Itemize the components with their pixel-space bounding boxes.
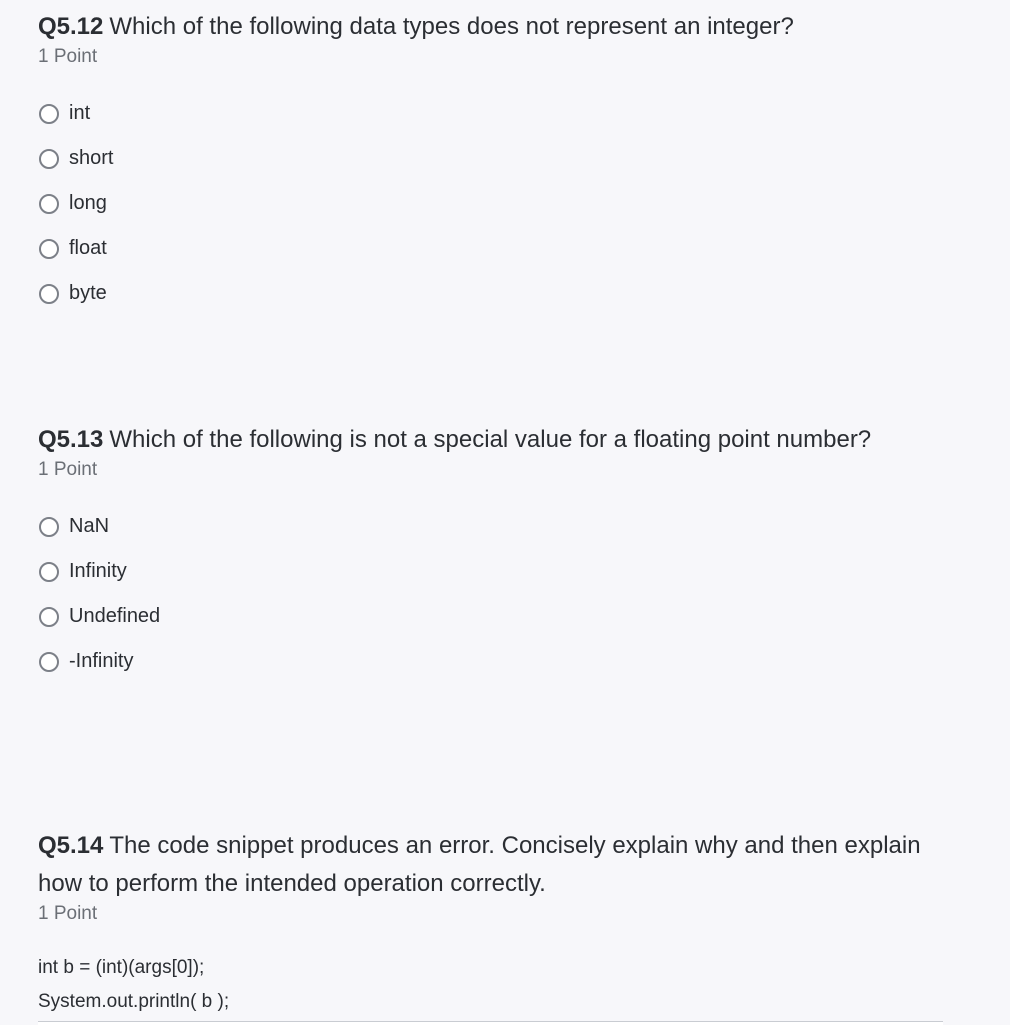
question-number: Q5.12	[38, 13, 104, 40]
question-title	[38, 827, 958, 903]
option-label: Infinity	[69, 560, 127, 582]
option-nan[interactable]	[38, 504, 958, 549]
code-line: int b = (int)(args[0]);	[38, 957, 205, 978]
question-title	[38, 421, 958, 459]
question-q5-14	[38, 827, 958, 1019]
answer-options	[38, 91, 958, 316]
option-label: -Infinity	[69, 650, 134, 672]
option-undefined[interactable]	[38, 594, 958, 639]
option-label: NaN	[69, 515, 110, 537]
radio-button-icon[interactable]	[39, 517, 59, 537]
option-long[interactable]	[38, 181, 958, 226]
question-text: Which of the following data types does not represent an integer?	[109, 13, 794, 40]
code-line: System.out.println( b );	[38, 991, 230, 1012]
option-label: short	[69, 147, 114, 169]
answer-textarea[interactable]	[38, 1021, 943, 1025]
answer-options	[38, 504, 958, 684]
question-q5-12	[38, 8, 958, 316]
quiz-page	[38, 0, 968, 1024]
option-infinity[interactable]	[38, 549, 958, 594]
option-label: int	[69, 102, 91, 124]
option-label: byte	[69, 282, 107, 304]
question-number: Q5.14	[38, 832, 104, 859]
radio-button-icon[interactable]	[39, 194, 59, 214]
radio-button-icon[interactable]	[39, 239, 59, 259]
option-label: Undefined	[69, 605, 161, 627]
option-float[interactable]	[38, 226, 958, 271]
question-q5-13	[38, 421, 958, 684]
question-number: Q5.13	[38, 426, 104, 453]
code-snippet	[38, 951, 958, 1019]
question-text: Which of the following is not a special value for a floating point number?	[109, 426, 872, 453]
radio-button-icon[interactable]	[39, 562, 59, 582]
radio-button-icon[interactable]	[39, 284, 59, 304]
option-label: long	[69, 192, 107, 214]
question-points: 1 Point	[38, 459, 98, 480]
question-points: 1 Point	[38, 903, 98, 924]
question-title	[38, 8, 958, 46]
option-byte[interactable]	[38, 271, 958, 316]
radio-button-icon[interactable]	[39, 149, 59, 169]
radio-button-icon[interactable]	[39, 652, 59, 672]
question-points: 1 Point	[38, 46, 98, 67]
option-label: float	[69, 237, 107, 259]
radio-button-icon[interactable]	[39, 104, 59, 124]
option-short[interactable]	[38, 136, 958, 181]
option-int[interactable]	[38, 91, 958, 136]
question-text: The code snippet produces an error. Concisely explain why and then explain how to perform the intended operation correctly.	[38, 832, 921, 897]
radio-button-icon[interactable]	[39, 607, 59, 627]
option-negative-infinity[interactable]	[38, 639, 958, 684]
